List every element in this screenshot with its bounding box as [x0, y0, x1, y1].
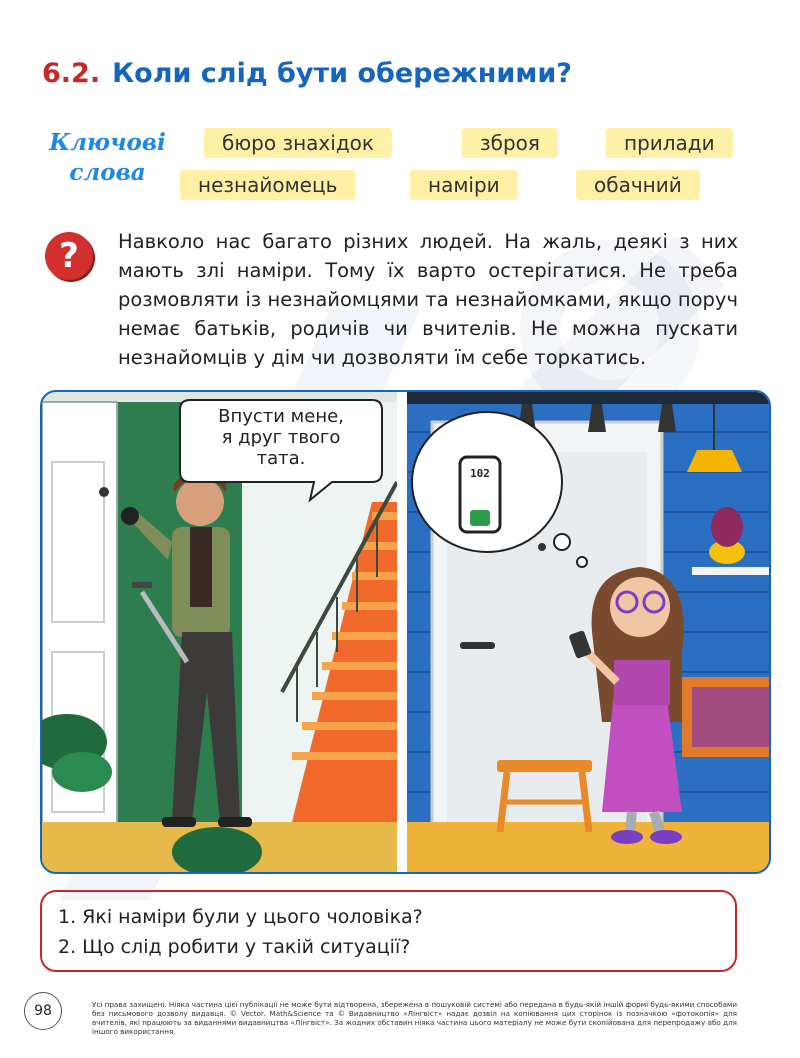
illustration	[40, 390, 771, 874]
keyword-chip: прилади	[606, 128, 733, 158]
keywords-label	[40, 128, 175, 188]
keywords-label-line2: слова	[69, 159, 146, 186]
speech-line-2: я друг твого	[221, 427, 341, 448]
section-number: 6.2.	[42, 58, 101, 89]
intro-paragraph: Навколо нас багато різних людей. На жаль, деякі з них мають злі наміри. Тому їх варто остерігатися. Не треба розмовляти із незнайомцями та незнайомками, якщо поруч немає батьків, родичів чи вчителів. Не можна пускати незнайомців у дім чи дозволяти їм себе торкатись.	[118, 230, 738, 369]
copyright-notice: Усі права захищені. Ніяка частина цієї публікації не може бути відтворена, збережена в пошуковій системі або передана в будь-якій іншій формі будь-якими способами без письмового дозволу видавця. © Vector. Math&Science та © Видавництво «Лінгвіст» надає дозвіл на копіювання цих сторінок із позначкою «фотокопія» для вчителів, які працюють за виданнями видавництва «Лінгвіст». За жодних обставин ніяка частина цього матеріалу не може бути скопійована для перепродажу або для іншого використання.	[92, 1000, 737, 1036]
keyword-chip: обачний	[576, 170, 700, 200]
section-title-text: Коли слід бути обережними?	[112, 58, 572, 89]
keyword-chip: незнайомець	[180, 170, 355, 200]
illustration-drawing	[42, 392, 769, 872]
questions-box	[40, 890, 737, 972]
keyword-chip: зброя	[462, 128, 558, 158]
page-number: 98	[24, 992, 62, 1030]
question-item: 1. Які наміри були у цього чоловіка?	[58, 906, 423, 928]
speech-line-1: Впусти мене,	[218, 406, 344, 427]
keywords-label-line1: Ключові	[49, 129, 166, 156]
section-title	[42, 58, 572, 89]
keyword-chip: бюро знахідок	[204, 128, 392, 158]
speech-line-3: тата.	[256, 448, 306, 469]
question-item: 2. Що слід робити у такій ситуації?	[58, 936, 411, 958]
question-mark-icon: ?	[45, 232, 93, 280]
keyword-chip: наміри	[410, 170, 518, 200]
speech-bubble-text	[192, 406, 370, 469]
phone-screen-number: 102	[470, 467, 490, 480]
